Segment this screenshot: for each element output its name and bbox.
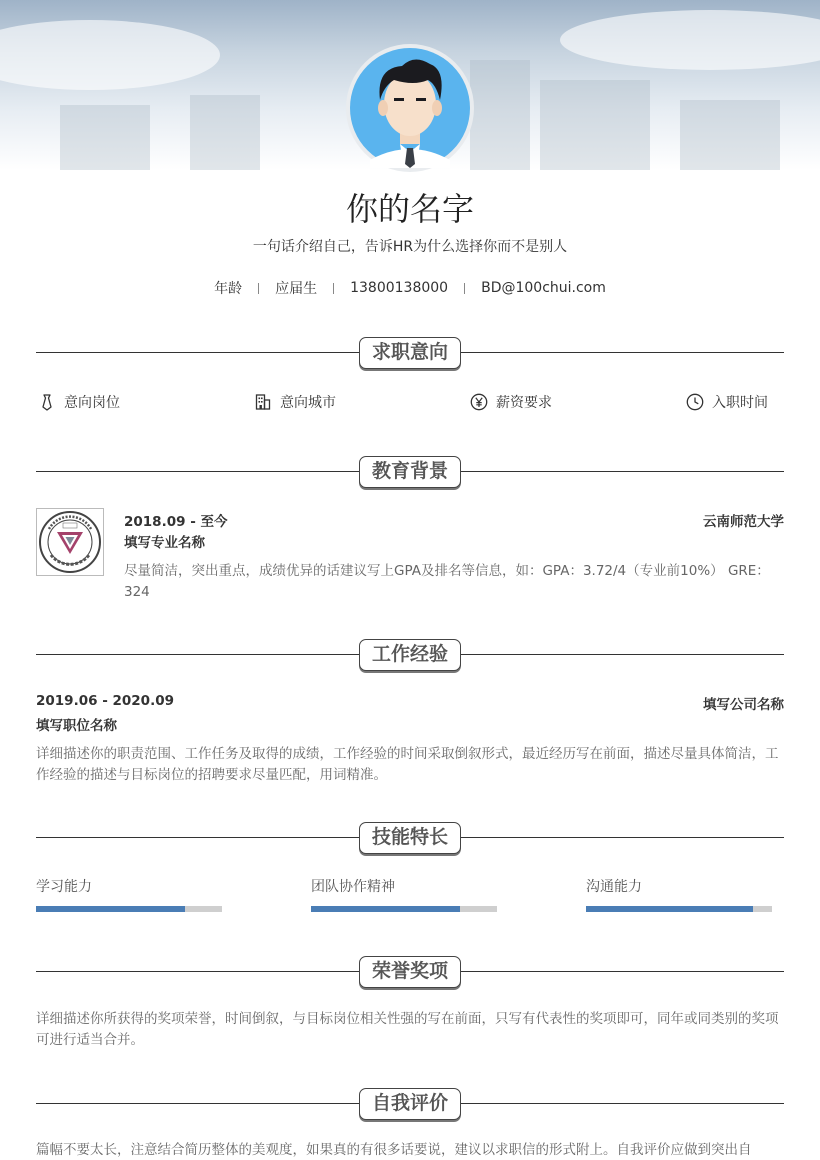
- building-icon: [254, 393, 272, 411]
- yen-icon: [470, 393, 488, 411]
- education-description: 尽量简洁，突出重点，成绩优异的话建议写上GPA及排名等信息，如：GPA：3.72/4（专业前10%） GRE：324: [124, 563, 770, 600]
- section-header-honors: [36, 956, 784, 988]
- work-description: 详细描述你的职责范围、工作任务及取得的成绩，工作经验的时间采取倒叙形式，最近经历写在前面，描述尽量具体简洁，工作经验的描述与目标岗位的招聘要求尽量匹配，用词精准。: [36, 746, 779, 783]
- school-name: 云南师范大学: [703, 514, 784, 530]
- company-name: 填写公司名称: [703, 697, 784, 713]
- education-period: 2018.09 - 至今: [124, 514, 228, 530]
- divider: [464, 283, 465, 294]
- work-period: 2019.06 - 2020.09: [36, 693, 174, 709]
- page-title: 你的名字: [345, 190, 474, 228]
- skill-bar-fill: [586, 906, 753, 912]
- honors-description: 详细描述你所获得的奖项荣誉，时间倒叙，与目标岗位相关性强的写在前面，只写有代表性的奖项即可，同年或同类别的奖项可进行适当合并。: [36, 1011, 779, 1048]
- age-text: 年龄: [214, 281, 243, 297]
- intent-salary: [470, 392, 552, 412]
- section-title: 求职意向: [359, 337, 461, 369]
- skill-bar: [586, 906, 772, 912]
- intent-city-label: 意向城市: [280, 395, 336, 411]
- intent-salary-label: 薪资要求: [496, 395, 552, 411]
- university-logo: [36, 508, 104, 576]
- section-title: 技能特长: [359, 822, 461, 854]
- intent-city: [254, 392, 336, 412]
- skill-label: 团队协作精神: [311, 879, 395, 895]
- section-header-intent: [36, 337, 784, 369]
- section-header-education: [36, 456, 784, 488]
- phone-text: 13800138000: [350, 280, 449, 296]
- avatar-illustration-icon: [350, 48, 470, 168]
- tie-icon: [38, 393, 56, 411]
- skill-label: 沟通能力: [586, 879, 642, 895]
- major-name: 填写专业名称: [124, 535, 205, 551]
- skill-item: [586, 876, 772, 896]
- contact-bar: [0, 278, 820, 298]
- section-header-skills: [36, 822, 784, 854]
- section-header-self: [36, 1088, 784, 1120]
- skill-label: 学习能力: [36, 879, 92, 895]
- intent-start-label: 入职时间: [712, 395, 768, 411]
- intent-position-label: 意向岗位: [64, 395, 120, 411]
- skill-bar-fill: [36, 906, 185, 912]
- email-text: BD@100chui.com: [481, 280, 606, 296]
- section-title: 教育背景: [359, 456, 461, 488]
- university-seal-icon: [37, 509, 103, 575]
- intent-start: [686, 392, 768, 412]
- clock-icon: [686, 393, 704, 411]
- avatar: [346, 44, 474, 172]
- skill-bar: [36, 906, 222, 912]
- job-title: 填写职位名称: [36, 718, 117, 734]
- tagline: 一句话介绍自己，告诉HR为什么选择你而不是别人: [252, 239, 568, 255]
- skill-bar-fill: [311, 906, 460, 912]
- divider: [333, 283, 334, 294]
- status-text: 应届生: [275, 281, 318, 297]
- skill-item: [311, 876, 497, 896]
- section-title: 自我评价: [359, 1088, 461, 1120]
- skill-item: [36, 876, 222, 896]
- divider: [258, 283, 259, 294]
- intent-position: [38, 392, 120, 412]
- skill-bar: [311, 906, 497, 912]
- section-title: 工作经验: [359, 639, 461, 671]
- self-evaluation-description: 篇幅不要太长，注意结合简历整体的美观度，如果真的有很多话要说，建议以求职信的形式附上。自我评价应做到突出自: [36, 1142, 752, 1158]
- section-title: 荣誉奖项: [359, 956, 461, 988]
- section-header-work: [36, 639, 784, 671]
